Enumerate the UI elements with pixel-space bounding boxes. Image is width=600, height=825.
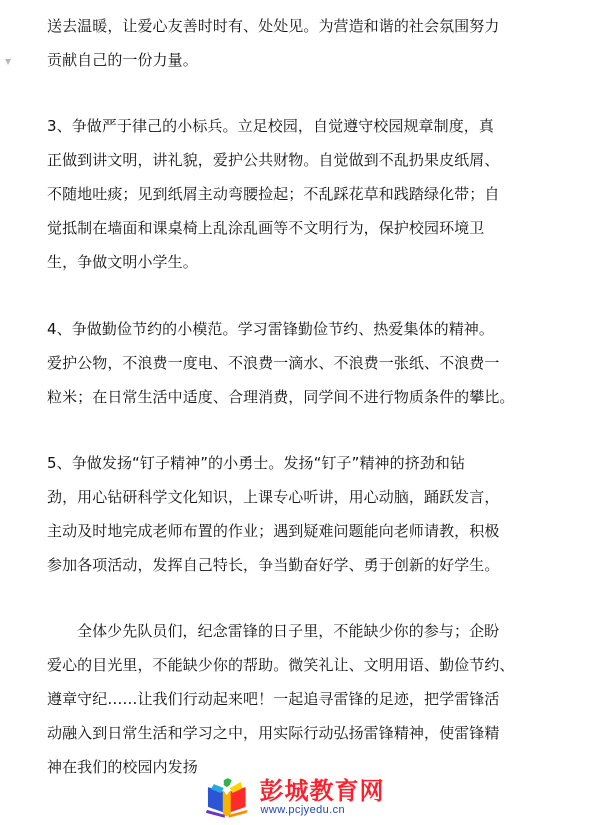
- margin-marker-icon: ▼: [5, 57, 12, 66]
- paragraph-line: 不随地吐痰；见到纸屑主动弯腰捡起；不乱踩花草和践踏绿化带；自: [47, 185, 500, 203]
- paragraph-line: 遵章守纪……让我们行动起来吧！一起追寻雷锋的足迹，把学雷锋活: [47, 690, 500, 708]
- paragraph-line: 神在我们的校园内发扬: [47, 758, 198, 776]
- paragraph-line: 参加各项活动，发挥自己特长，争当勤奋好学、勇于创新的好学生。: [47, 556, 500, 574]
- section-5-heading-line: 5、争做发扬“钉子精神”的小勇士。发扬“钉子”精神的挤劲和钻: [47, 454, 466, 472]
- watermark-text-group: [255, 775, 413, 819]
- paragraph-line: 生，争做文明小学生。: [47, 253, 198, 271]
- section-4-heading-line: 4、争做勤俭节约的小模范。学习雷锋勤俭节约、热爱集体的精神。: [47, 320, 494, 338]
- paragraph-line: 正做到讲文明，讲礼貌，爱护公共财物。自觉做到不乱扔果皮纸屑、: [47, 151, 500, 169]
- pcjyedu-watermark: [203, 771, 413, 823]
- paragraph-line: 粒米；在日常生活中适度、合理消费，同学间不进行物质条件的攀比。: [47, 388, 515, 406]
- watermark-title: 彭城教育网: [259, 777, 385, 805]
- watermark-url: www.pcjyedu.cn: [260, 804, 346, 816]
- paragraph-line: 主动及时地完成老师布置的作业；遇到疑难问题能向老师请教，积极: [47, 522, 500, 540]
- paragraph-line: 贡献自己的一份力量。: [47, 51, 198, 69]
- paragraph-line: 觉抵制在墙面和课桌椅上乱涂乱画等不文明行为，保护校园环境卫: [47, 219, 485, 237]
- section-3-heading-line: 3、争做严于律己的小标兵。立足校园，自觉遵守校园规章制度，真: [47, 117, 494, 135]
- paragraph-line: 爱护公物，不浪费一度电、不浪费一滴水、不浪费一张纸、不浪费一: [47, 354, 500, 372]
- paragraph-line: 动融入到日常生活和学习之中，用实际行动弘扬雷锋精神，使雷锋精: [47, 724, 500, 742]
- paragraph-line: 爱心的目光里，不能缺少你的帮助。微笑礼让、文明用语、勤俭节约、: [47, 656, 515, 674]
- open-book-logo-icon: [203, 775, 251, 819]
- paragraph-line: 劲，用心钻研科学文化知识，上课专心听讲，用心动脑，踊跃发言，: [47, 488, 500, 506]
- closing-paragraph-first-line: 全体少先队员们，纪念雷锋的日子里，不能缺少你的参与；企盼: [77, 622, 500, 640]
- paragraph-line: 送去温暖，让爱心友善时时有、处处见。为营造和谐的社会氛围努力: [47, 17, 500, 35]
